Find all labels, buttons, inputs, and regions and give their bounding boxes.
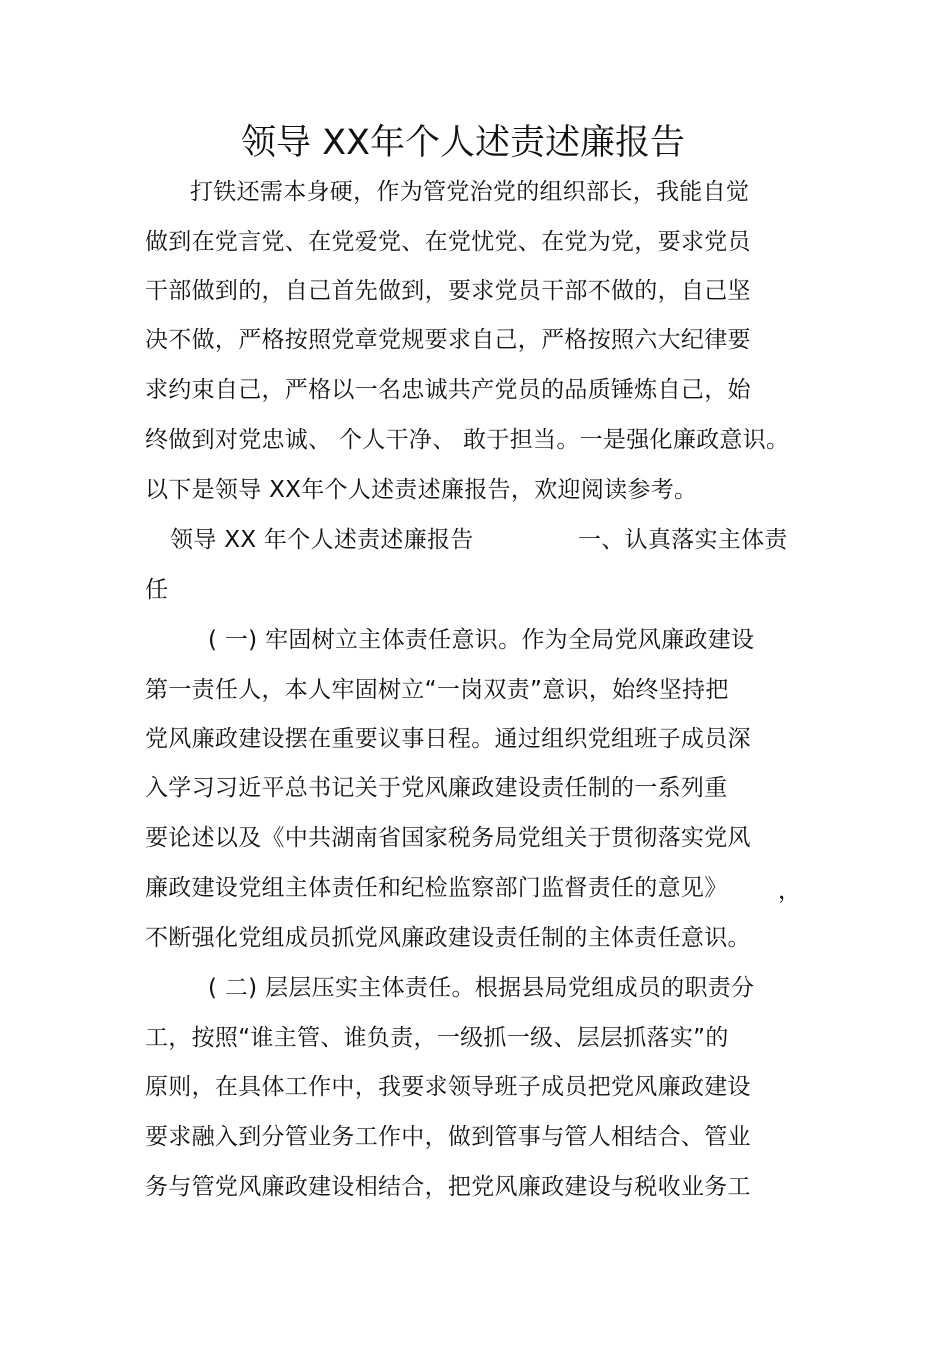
paragraph-line: 干部做到的，自己首先做到，要求党员干部不做的，自己坚 bbox=[145, 278, 751, 304]
paragraph-line: 决不做，严格按照党章党规要求自己，严格按照六大纪律要 bbox=[145, 327, 751, 353]
paragraph-line: ( 一) 牢固树立主体责任意识。作为全局党风廉政建设 bbox=[208, 627, 755, 653]
paragraph-line: 入学习习近平总书记关于党风廉政建设责任制的一系列重 bbox=[145, 775, 728, 801]
paragraph-line: 原则，在具体工作中，我要求领导班子成员把党风廉政建设 bbox=[145, 1074, 751, 1100]
report-heading-left: 领导 XX 年个人述责述廉报告 bbox=[170, 527, 474, 553]
paragraph-line: 工，按照“谁主管、谁负责，一级抓一级、层层抓落实”的 bbox=[145, 1025, 729, 1051]
paragraph-line: 求约束自己，严格以一名忠诚共产党员的品质锤炼自己，始 bbox=[145, 377, 751, 403]
paragraph-line: 要论述以及《中共湖南省国家税务局党组关于贯彻落实党风 bbox=[145, 825, 751, 851]
paragraph-line: 打铁还需本身硬，作为管党治党的组织部长，我能自觉 bbox=[190, 179, 750, 205]
report-heading-right: 一、认真落实主体责 bbox=[578, 527, 788, 553]
report-heading-continuation: 任 bbox=[145, 577, 169, 603]
paragraph-line: 终做到对党忠诚、 个人干净、 敢于担当。一是强化廉政意识。 bbox=[145, 427, 790, 453]
paragraph-line: 要求融入到分管业务工作中，做到管事与管人相结合、管业 bbox=[145, 1124, 751, 1150]
paragraph-line: 做到在党言党、在党爱党、在党忧党、在党为党，要求党员 bbox=[145, 229, 751, 255]
paragraph-line: 不断强化党组成员抓党风廉政建设责任制的主体责任意识。 bbox=[145, 925, 751, 951]
paragraph-line: 务与管党风廉政建设相结合，把党风廉政建设与税收业务工 bbox=[145, 1174, 751, 1200]
paragraph-line: 第一责任人，本人牢固树立“一岗双责”意识，始终坚持把 bbox=[145, 677, 729, 703]
trailing-comma: ， bbox=[778, 878, 801, 904]
document-title: 领导 XX年个人述责述廉报告 bbox=[240, 123, 686, 163]
paragraph-line: 党风廉政建设摆在重要议事日程。通过组织党组班子成员深 bbox=[145, 726, 751, 752]
paragraph-line: 以下是领导 XX年个人述责述廉报告，欢迎阅读参考。 bbox=[145, 477, 698, 503]
paragraph-line: ( 二) 层层压实主体责任。根据县局党组成员的职责分 bbox=[208, 975, 755, 1001]
paragraph-line: 廉政建设党组主体责任和纪检监察部门监督责任的意见》 bbox=[145, 875, 728, 901]
